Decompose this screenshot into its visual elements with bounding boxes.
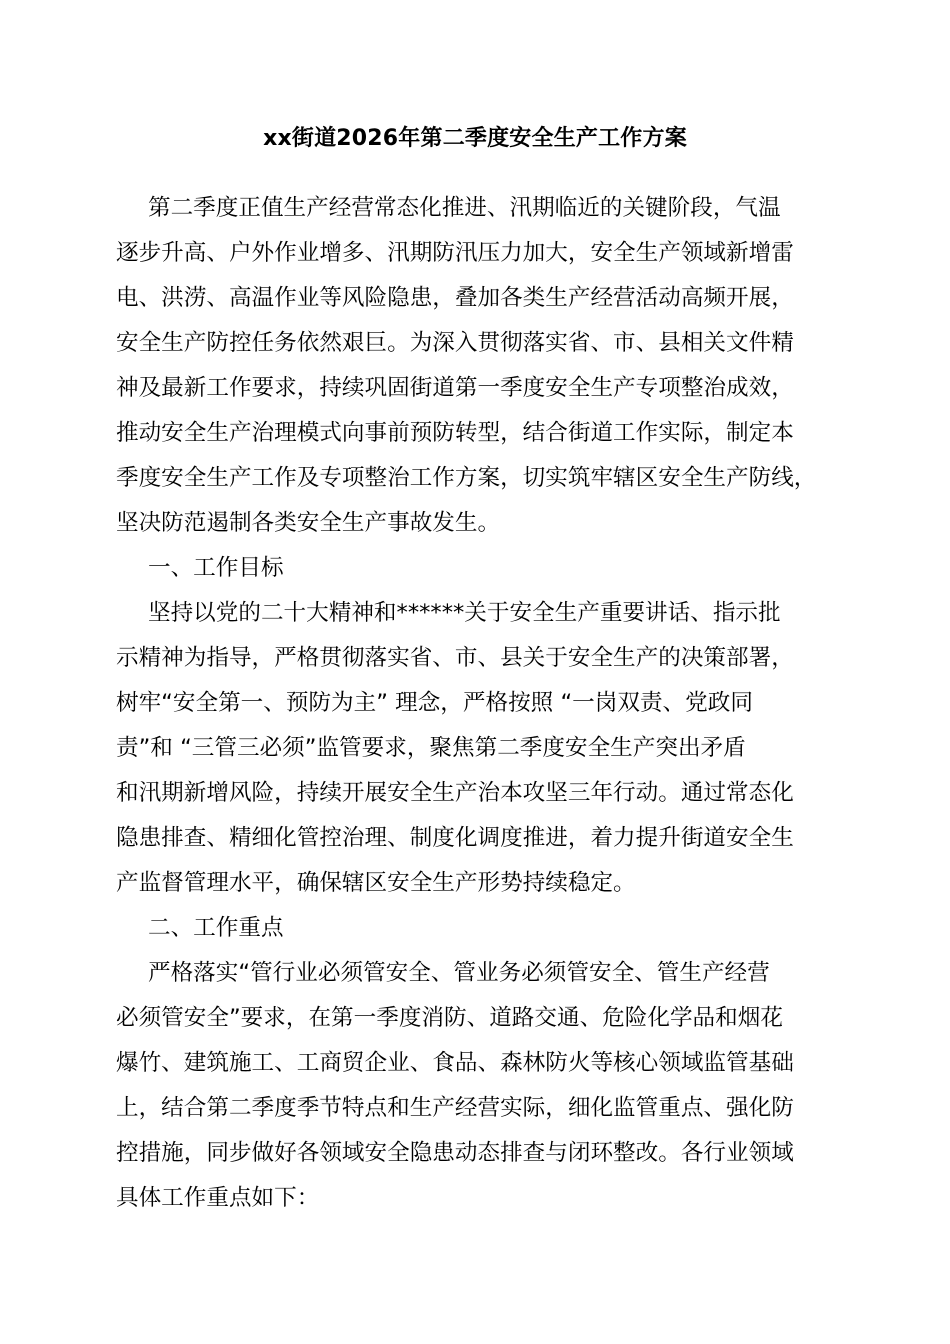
paragraph-line: 产监督管理水平，确保辖区安全生产形势持续稳定。 [116,870,636,896]
section-heading-focus: 二、工作重点 [148,915,284,941]
paragraph-line: 坚决防范遏制各类安全生产事故发生。 [116,510,501,536]
paragraph-line: 具体工作重点如下： [116,1185,320,1211]
paragraph-line: 神及最新工作要求，持续巩固街道第一季度安全生产专项整治成效， [116,375,794,401]
paragraph-line: 坚持以党的二十大精神和******关于安全生产重要讲话、指示批 [148,600,781,626]
paragraph-line: 逐步升高、户外作业增多、汛期防汛压力加大，安全生产领域新增雷 [116,240,794,266]
paragraph-line: 树牢“安全第一、预防为主” 理念，严格按照 “一岗双责、党政同 [116,690,753,716]
paragraph-line: 严格落实“管行业必须管安全、管业务必须管安全、管生产经营 [148,960,770,986]
paragraph-line: 安全生产防控任务依然艰巨。为深入贯彻落实省、市、县相关文件精 [116,330,794,356]
section-heading-goals: 一、工作目标 [148,555,284,581]
paragraph-line: 电、洪涝、高温作业等风险隐患，叠加各类生产经营活动高频开展， [116,285,794,311]
paragraph-line: 责”和 “三管三必须”监管要求，聚焦第二季度安全生产突出矛盾 [116,735,746,761]
paragraph-line: 推动安全生产治理模式向事前预防转型，结合街道工作实际，制定本 [116,420,794,446]
paragraph-line: 第二季度正值生产经营常态化推进、汛期临近的关键阶段，气温 [148,195,781,221]
paragraph-line: 上，结合第二季度季节特点和生产经营实际，细化监管重点、强化防 [116,1095,794,1121]
paragraph-line: 季度安全生产工作及专项整治工作方案，切实筑牢辖区安全生产防线， [116,465,817,491]
paragraph-line: 隐患排查、精细化管控治理、制度化调度推进，着力提升街道安全生 [116,825,794,851]
document-title: xx街道2026年第二季度安全生产工作方案 [263,126,687,151]
paragraph-line: 爆竹、建筑施工、工商贸企业、食品、森林防火等核心领域监管基础 [116,1050,794,1076]
paragraph-line: 控措施，同步做好各领域安全隐患动态排查与闭环整改。各行业领域 [116,1140,794,1166]
paragraph-line: 和汛期新增风险，持续开展安全生产治本攻坚三年行动。通过常态化 [116,780,794,806]
paragraph-line: 必须管安全”要求，在第一季度消防、道路交通、危险化学品和烟花 [116,1005,783,1031]
paragraph-line: 示精神为指导，严格贯彻落实省、市、县关于安全生产的决策部署， [116,645,794,671]
